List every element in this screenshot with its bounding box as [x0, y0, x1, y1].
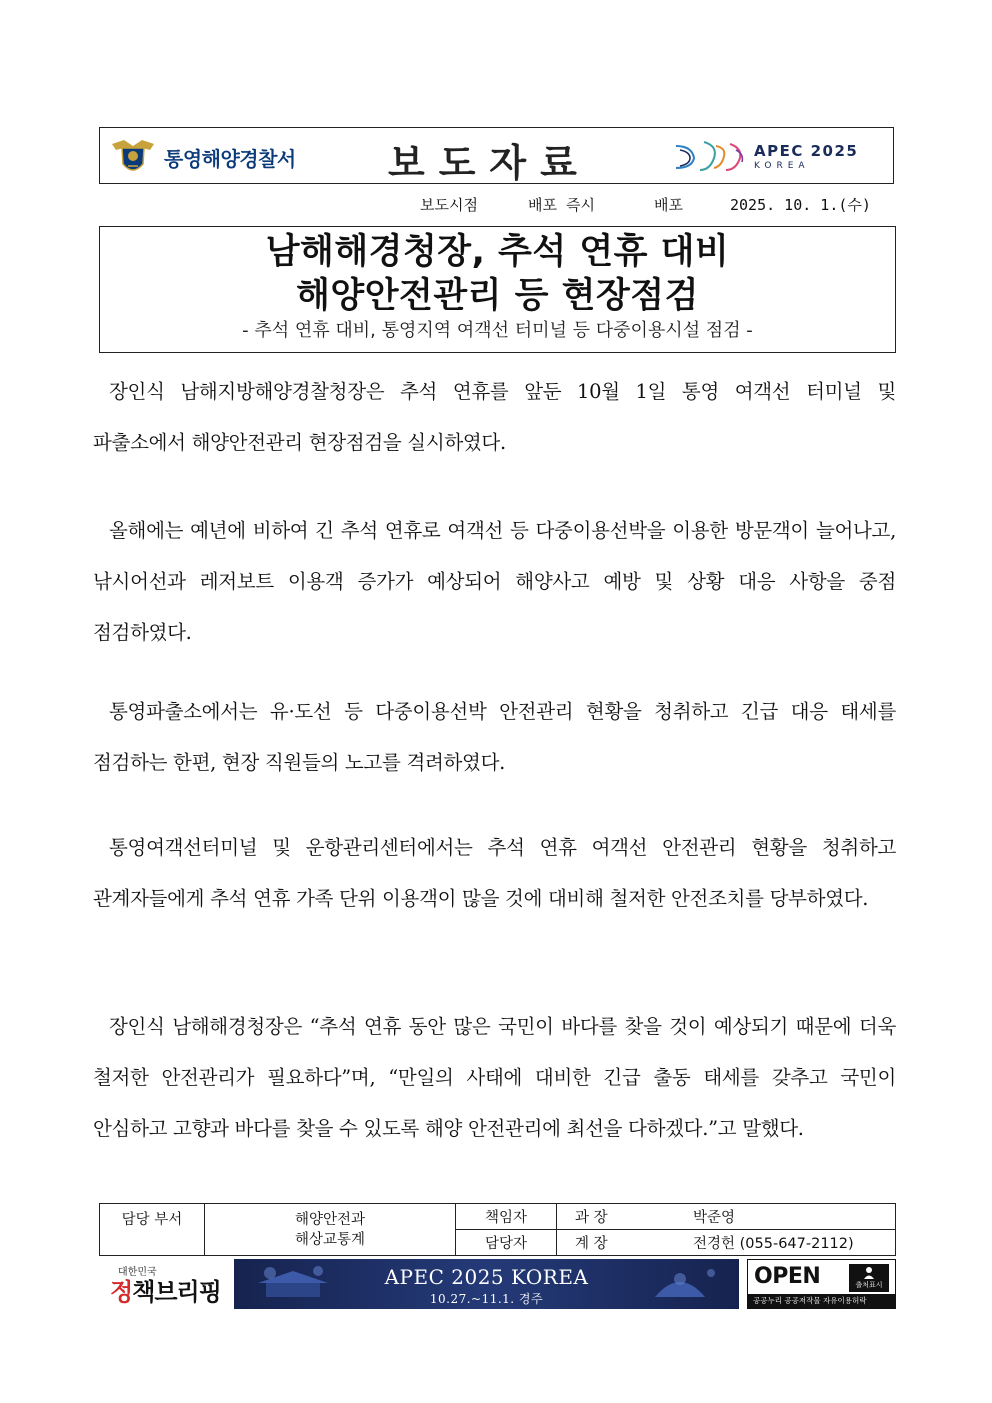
dept-name [205, 1204, 456, 1256]
policy-briefing-name-accent: 정 [110, 1278, 133, 1306]
release-date-value: 2025. 10. 1.(수) [730, 196, 871, 214]
dept-label: 담당 부서 [100, 1204, 205, 1256]
footer-banners [110, 1259, 896, 1311]
kogl-caption: 공공누리 공공저작물 자유이용허락 [748, 1294, 895, 1308]
contact-role: 책임자 [456, 1204, 557, 1230]
release-date-label: 배포 [654, 196, 683, 214]
lantern-flower-icon [635, 1263, 725, 1305]
apec-emblem-icon [670, 136, 748, 176]
contact-role: 담당자 [456, 1230, 557, 1256]
apec-logo [670, 134, 870, 178]
release-time-value: 배포 즉시 [528, 196, 595, 214]
apec-logo-name: APEC 2025 [754, 141, 859, 160]
person-icon [862, 1266, 876, 1280]
apec-banner-date: 10.27.~11.1. 경주 [429, 1292, 544, 1306]
org-logo [110, 136, 296, 178]
body-paragraph-5: 장인식 남해해경청장은 “추석 연휴 동안 많은 국민이 바다를 찾을 것이 예상되기 때문에 더욱 철저한 안전관리가 필요하다”며, “만일의 사태에 대비한 긴급 출동 태세를 갖추고 국민이 안심하고 고향과 바다를 찾을 수 있도록 해양 안전관리에 최선을 다하겠다.”고 말했다. [93, 1015, 896, 1140]
release-time-label: 보도시점 [420, 196, 478, 214]
contact-name: 박준영 [693, 1204, 896, 1230]
body-paragraph-1: 장인식 남해지방해양경찰청장은 추석 연휴를 앞둔 10월 1일 통영 여객선 터미널 및 파출소에서 해양안전관리 현장점검을 실시하였다. [93, 380, 896, 454]
policy-briefing-name-rest: 책브리핑 [132, 1278, 221, 1306]
subheadline: - 추석 연휴 대비, 통영지역 여객선 터미널 등 다중이용시설 점검 - [242, 320, 753, 341]
kogl-open-badge[interactable] [747, 1259, 896, 1309]
contact-name: 전경헌 (055-647-2112) [693, 1230, 896, 1256]
apec-logo-sub: KOREA [754, 160, 810, 171]
headline-line-2: 해양안전관리 등 현장점검 [296, 276, 699, 316]
apec-banner-title: APEC 2025 KOREA [384, 1265, 589, 1289]
press-release-title: 보도자료 [388, 141, 591, 185]
apec-banner[interactable] [234, 1259, 739, 1309]
dept-line-2: 해상교통계 [294, 1231, 366, 1248]
dept-line-1: 해양안전과 [294, 1211, 366, 1228]
press-header [99, 127, 894, 184]
contact-table [99, 1203, 896, 1256]
policy-briefing-name [110, 1278, 234, 1306]
policy-briefing-small: 대한민국 [118, 1267, 157, 1278]
contact-position: 계 장 [557, 1230, 694, 1256]
traditional-pavilion-icon [248, 1263, 338, 1305]
headline-line-1: 남해해경청장, 추석 연휴 대비 [265, 232, 730, 272]
org-name: 통영해양경찰서 [164, 146, 296, 171]
contact-position: 과 장 [557, 1204, 694, 1230]
attribution-badge [849, 1264, 889, 1292]
body-paragraph-3: 통영파출소에서는 유·도선 등 다중이용선박 안전관리 현황을 청취하고 긴급 대응 태세를 점검하는 한편, 현장 직원들의 노고를 격려하였다. [93, 700, 896, 774]
headline-box [99, 226, 896, 353]
policy-briefing-logo[interactable] [110, 1263, 234, 1309]
body-paragraph-2: 올해에는 예년에 비하여 긴 추석 연휴로 여객선 등 다중이용선박을 이용한 방문객이 늘어나고, 낚시어선과 레저보트 이용객 증가가 예상되어 해양사고 예방 및 상황 대응 사항을 중점 점검하였다. [93, 519, 896, 644]
body-paragraph-4: 통영여객선터미널 및 운항관리센터에서는 추석 연휴 여객선 안전관리 현황을 청취하고 관계자들에게 추석 연휴 가족 단위 이용객이 많을 것에 대비해 철저한 안전조치를 당부하였다. [93, 836, 896, 910]
open-label: OPEN [754, 1264, 821, 1289]
attribution-badge-label: 출처표시 [855, 1281, 883, 1289]
coast-guard-emblem-icon [110, 136, 156, 178]
